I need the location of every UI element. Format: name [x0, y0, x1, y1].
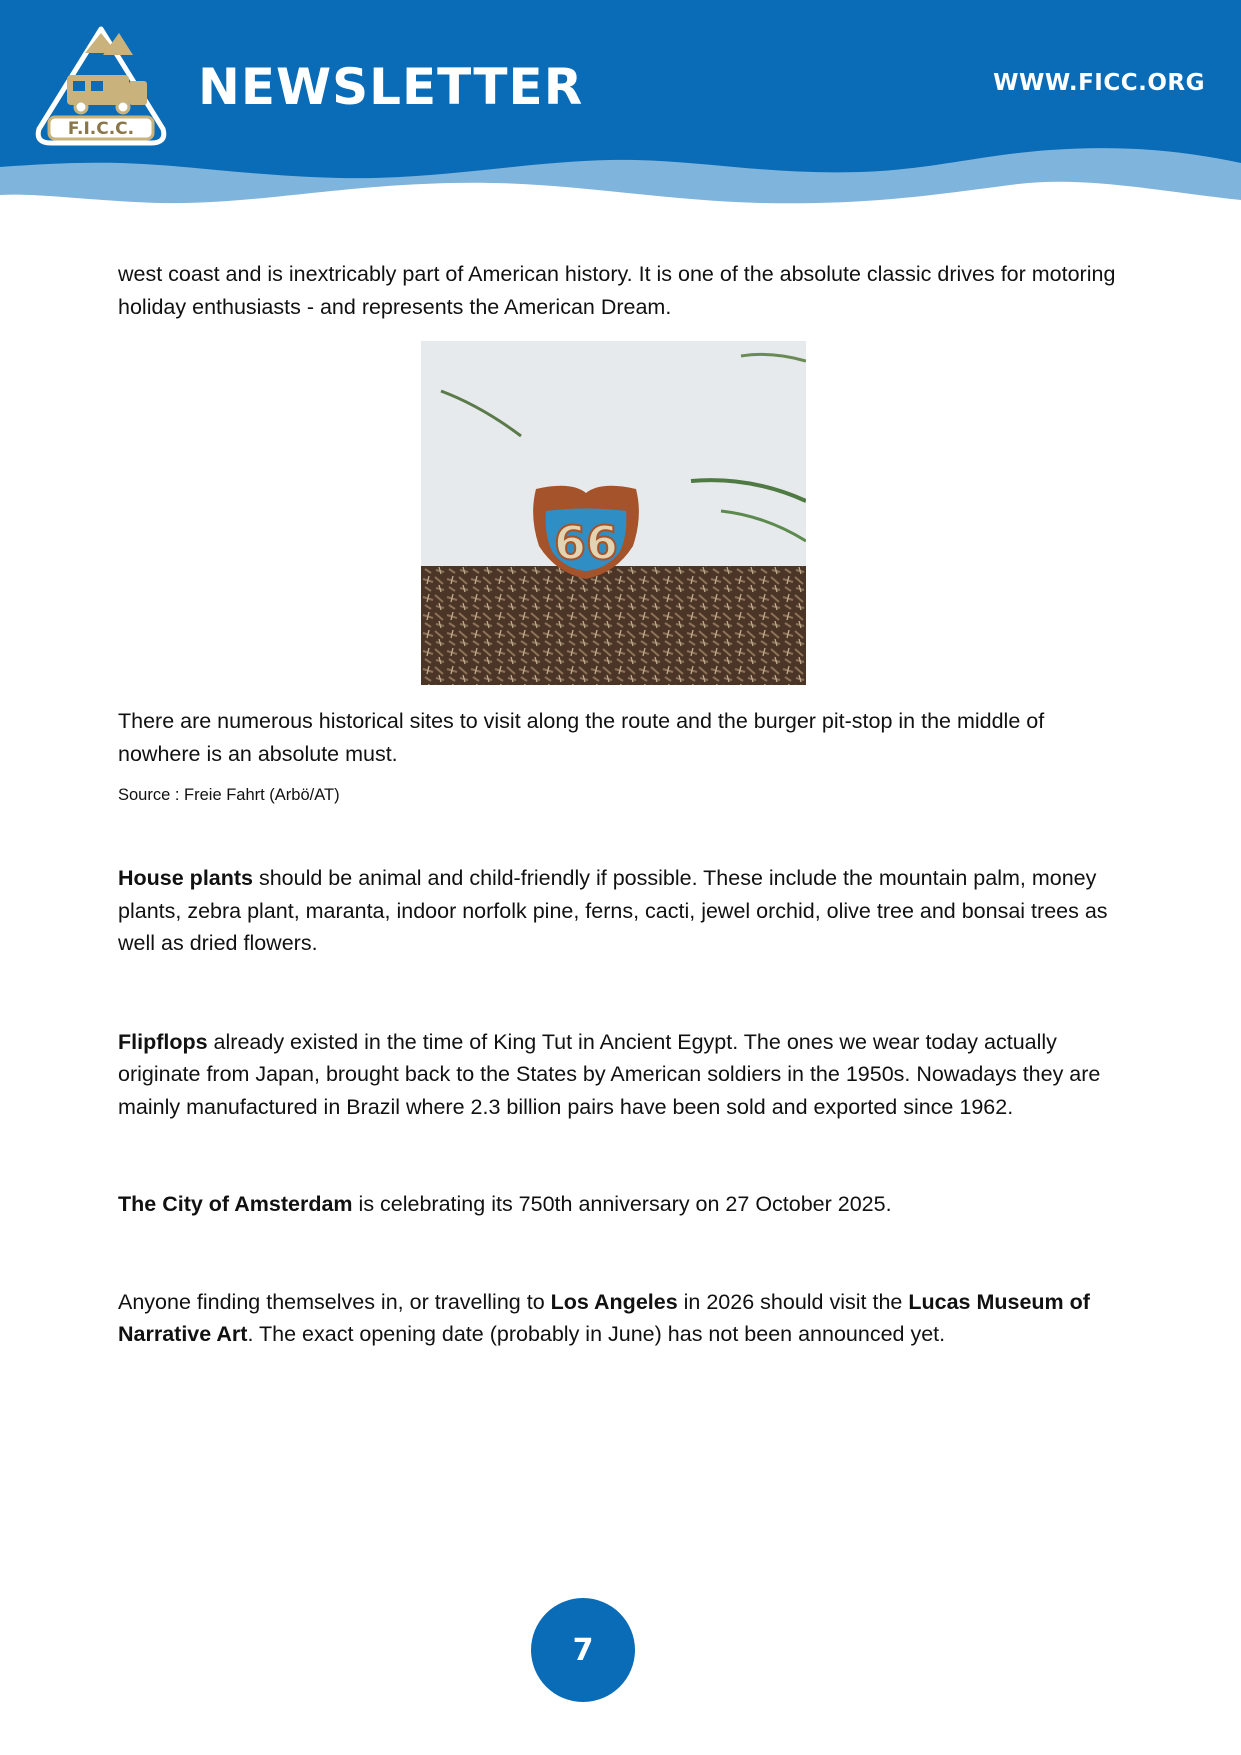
flipflops-paragraph: [118, 1026, 1118, 1124]
website-link[interactable]: WWW.FICC.ORG: [993, 70, 1205, 96]
lucas-text-3: . The exact opening date (probably in June) has not been announced yet.: [247, 1322, 946, 1346]
header-wave-background: [0, 0, 1241, 230]
article-content: [118, 258, 1118, 323]
lucas-museum-paragraph: [118, 1286, 1118, 1351]
source-credit: Source : Freie Fahrt (Arbö/AT): [118, 786, 340, 804]
route66-paragraph: west coast and is inextricably part of American history. It is one of the absolute classic drives for motoring holiday enthusiasts - and represents the American Dream.: [118, 262, 1116, 319]
newsletter-title: NEWSLETTER: [198, 58, 584, 116]
lucas-text-2: in 2026 should visit the: [677, 1289, 909, 1314]
article-content-lower: [118, 705, 1118, 1351]
ficc-logo: [33, 25, 169, 147]
amsterdam-heading: The City of Amsterdam: [118, 1192, 353, 1216]
route-66-sign-photo: [421, 341, 806, 685]
page-number-badge: 7: [531, 1598, 635, 1702]
logo-text: F.I.C.C.: [67, 119, 135, 139]
house-plants-heading: House plants: [118, 866, 253, 890]
flipflops-heading: Flipflops: [118, 1029, 208, 1054]
lucas-text-1: Anyone finding themselves in, or travelling to: [118, 1289, 551, 1314]
amsterdam-text: is celebrating its 750th anniversary on 27 October 2025.: [352, 1192, 892, 1216]
house-plants-text: should be animal and child-friendly if possible. These include the mountain palm, money plants, zebra plant, maranta, indoor norfolk pine, ferns, cacti, jewel orchid, olive tree and bonsai trees as well as dried flowers.: [118, 866, 1108, 955]
flipflops-text: already existed in the time of King Tut in Ancient Egypt. The ones we wear today actually originate from Japan, brought back to the States by American soldiers in the 1950s. Nowadays they are mainly manufactured in Brazil where 2.3 billion pairs have been sold and exported since 1962.: [118, 1029, 1101, 1119]
lucas-museum-bold: Lucas Museum of Narrative Art: [118, 1289, 1090, 1346]
los-angeles-bold: Los Angeles: [550, 1289, 678, 1314]
newsletter-header: [0, 0, 1241, 230]
house-plants-paragraph: [118, 862, 1118, 960]
sign-number: 66: [553, 516, 619, 570]
historical-sites-paragraph: There are numerous historical sites to visit along the route and the burger pit-stop in the middle of nowhere is an absolute must.: [118, 709, 1045, 766]
amsterdam-paragraph: [118, 1188, 1118, 1221]
